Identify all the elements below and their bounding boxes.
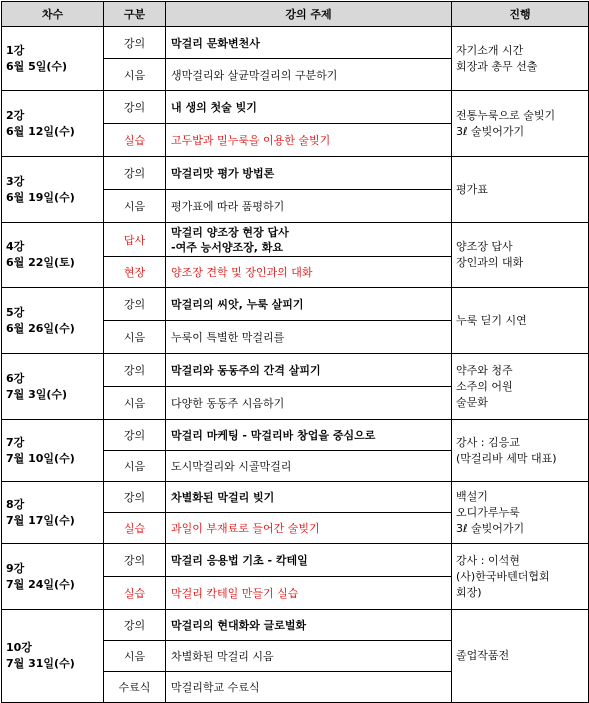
topic-cell: 막걸리학교 수료식	[166, 672, 452, 703]
topic-line: -여주 능서양조장, 화요	[171, 240, 284, 254]
type-cell: 강의	[104, 544, 166, 577]
header-progress: 진행	[452, 2, 589, 27]
type-cell: 시음	[104, 641, 166, 672]
progress-cell: 양조장 답사 장인과의 대화	[452, 223, 589, 288]
session-number: 3강	[6, 174, 25, 188]
topic-cell: 막걸리의 씨앗, 누룩 살피기	[166, 288, 452, 321]
topic-cell: 막걸리 마케팅 - 막걸리바 창업을 중심으로	[166, 420, 452, 451]
session-date: 7월 17일(수)	[6, 513, 75, 527]
type-cell: 실습	[104, 577, 166, 610]
session-number: 5강	[6, 305, 25, 319]
topic-cell	[166, 223, 452, 257]
topic-cell: 막걸리 문화변천사	[166, 27, 452, 59]
topic-cell: 막걸리 칵테일 만들기 실습	[166, 577, 452, 610]
type-cell: 실습	[104, 513, 166, 544]
table-row	[2, 91, 589, 124]
session-number: 10강	[6, 641, 32, 654]
session-number: 6강	[6, 371, 25, 385]
type-cell: 강의	[104, 27, 166, 59]
session-date: 6월 5일(수)	[6, 59, 68, 73]
topic-cell: 도시막걸리와 시골막걸리	[166, 451, 452, 482]
session-cell	[2, 482, 104, 544]
table-row	[2, 610, 589, 641]
session-number: 8강	[6, 497, 25, 511]
header-topic: 강의 주제	[166, 2, 452, 27]
topic-cell: 양조장 견학 및 장인과의 대화	[166, 257, 452, 288]
type-cell: 강의	[104, 610, 166, 641]
table-row	[2, 27, 589, 59]
type-cell: 강의	[104, 420, 166, 451]
session-date: 7월 31일(수)	[6, 657, 75, 670]
header-row	[2, 2, 589, 27]
session-date: 6월 26일(수)	[6, 321, 75, 335]
table-row	[2, 354, 589, 387]
topic-cell: 막걸리 응용법 기초 - 칵테일	[166, 544, 452, 577]
progress-cell: 전통누룩으로 술빚기 3ℓ 술빚어가기	[452, 91, 589, 157]
session-date: 6월 12일(수)	[6, 124, 75, 138]
session-date: 7월 3일(수)	[6, 387, 68, 401]
topic-cell: 차별화된 막걸리 빚기	[166, 482, 452, 513]
session-number: 1강	[6, 43, 25, 57]
topic-cell: 막걸리와 동동주의 간격 살피기	[166, 354, 452, 387]
type-cell: 시음	[104, 387, 166, 420]
progress-cell: 강사 : 이석현 (사)한국바텐더협회 회장)	[452, 544, 589, 610]
table-row	[2, 482, 589, 513]
header-type: 구분	[104, 2, 166, 27]
schedule-table	[1, 1, 589, 703]
session-cell	[2, 354, 104, 420]
type-cell: 실습	[104, 124, 166, 157]
type-cell: 시음	[104, 321, 166, 354]
table-row	[2, 420, 589, 451]
topic-cell: 생막걸리와 살균막걸리의 구분하기	[166, 59, 452, 91]
session-cell	[2, 610, 104, 703]
topic-cell: 막걸리의 현대화와 글로벌화	[166, 610, 452, 641]
session-number: 2강	[6, 108, 25, 122]
progress-cell: 강사 : 김응교 (막걸리바 세막 대표)	[452, 420, 589, 482]
session-number: 9강	[6, 561, 25, 575]
topic-cell: 과일이 부재료로 들어간 술빚기	[166, 513, 452, 544]
topic-cell: 막걸리맛 평가 방법론	[166, 157, 452, 190]
type-cell: 강의	[104, 157, 166, 190]
session-cell	[2, 27, 104, 91]
type-cell: 현장	[104, 257, 166, 288]
type-cell: 시음	[104, 190, 166, 223]
type-cell: 강의	[104, 91, 166, 124]
type-cell: 시음	[104, 59, 166, 91]
progress-cell: 백설기 오디가루누룩 3ℓ 술빚어가기	[452, 482, 589, 544]
table-row	[2, 544, 589, 577]
table-row	[2, 288, 589, 321]
session-date: 6월 22일(토)	[6, 256, 75, 269]
topic-cell: 차별화된 막걸리 시음	[166, 641, 452, 672]
topic-cell: 다양한 동동주 시음하기	[166, 387, 452, 420]
type-cell: 시음	[104, 451, 166, 482]
session-cell	[2, 91, 104, 157]
table-row	[2, 157, 589, 190]
session-number: 7강	[6, 435, 25, 449]
session-date: 7월 10일(수)	[6, 451, 75, 465]
session-cell	[2, 288, 104, 354]
session-number: 4강	[6, 240, 25, 253]
topic-cell: 내 생의 첫술 빚기	[166, 91, 452, 124]
session-cell	[2, 544, 104, 610]
progress-cell: 평가표	[452, 157, 589, 223]
type-cell: 강의	[104, 482, 166, 513]
type-cell: 답사	[104, 223, 166, 257]
session-date: 7월 24일(수)	[6, 577, 75, 591]
type-cell: 강의	[104, 288, 166, 321]
topic-cell: 평가표에 따라 품평하기	[166, 190, 452, 223]
progress-cell: 누룩 딛기 시연	[452, 288, 589, 354]
session-cell	[2, 157, 104, 223]
type-cell: 수료식	[104, 672, 166, 703]
topic-cell: 누룩이 특별한 막걸리를	[166, 321, 452, 354]
progress-cell: 약주와 청주 소주의 어원 술문화	[452, 354, 589, 420]
topic-line: 막걸리 양조장 현장 답사	[171, 225, 289, 239]
progress-cell: 자기소개 시간 회장과 총무 선출	[452, 27, 589, 91]
session-cell	[2, 223, 104, 288]
topic-cell: 고두밥과 밀누룩을 이용한 술빚기	[166, 124, 452, 157]
header-session: 차수	[2, 2, 104, 27]
type-cell: 강의	[104, 354, 166, 387]
table-row	[2, 223, 589, 257]
progress-cell: 졸업작품전	[452, 610, 589, 703]
session-cell	[2, 420, 104, 482]
session-date: 6월 19일(수)	[6, 190, 75, 204]
